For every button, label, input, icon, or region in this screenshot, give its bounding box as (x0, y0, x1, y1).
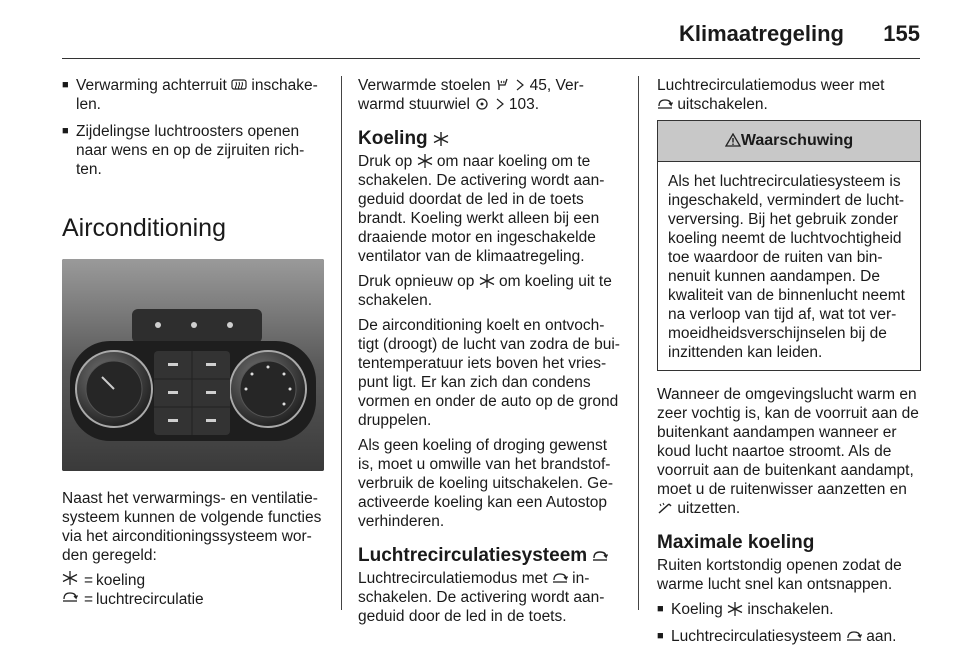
column-1 (62, 76, 324, 609)
function-legend: = koeling = luchtrecirculatie (62, 571, 324, 609)
paragraph: Ruiten kortstondig openen zodat de warme lucht snel kan ontsnappen. (657, 557, 902, 593)
subsection-heading: Maximale koeling (657, 532, 815, 553)
warning-text: Als het luchtrecirculatiesysteem is ingeschakeld, vermindert de lucht-verversing. Bij het gebruik zonder koeling neemt de luchtvochtigheid toe waardoor de ruiten van bin-nenuit kunnen aandampen. De kwaliteit van de binnenlucht neemt na verloop van tijd af, wat tot ver-moeidheidsverschijnselen bij de inzittenden kan leiden. (668, 173, 905, 361)
page-number: 155 (883, 21, 920, 46)
recirculation-icon (552, 571, 568, 585)
windscreen-wiper-icon (657, 501, 673, 515)
legend-label: luchtrecirculatie (96, 591, 204, 608)
page-title: Klimaatregeling (678, 21, 844, 46)
snowflake-icon (62, 571, 78, 585)
intro-paragraph: Naast het verwarmings- en ventilatie-systeem kunnen de volgende functies via het airconditioningssysteem wor-den geregeld: (62, 490, 322, 564)
header-divider (62, 58, 920, 59)
rear-window-heating-icon (231, 78, 247, 92)
column-divider (341, 76, 342, 610)
snowflake-icon (479, 274, 495, 288)
recirculation-icon (657, 97, 673, 111)
snowflake-icon (417, 154, 433, 168)
warning-triangle-icon (725, 133, 741, 147)
recirculation-icon (846, 629, 862, 643)
snowflake-icon (727, 602, 743, 616)
warning-title: Waarschuwing (658, 121, 920, 162)
recirculation-icon (592, 549, 608, 563)
warning-box (657, 120, 921, 371)
heated-steering-wheel-icon (474, 97, 490, 111)
column-2 (358, 76, 622, 632)
paragraph: Luchtrecirculatiemodus met in-schakelen. De activering wordt aan-geduid door de led in de toets. (358, 570, 605, 625)
page-reference-icon (515, 79, 525, 91)
page-reference-icon (495, 98, 505, 110)
paragraph: Luchtrecirculatiemodus weer met uitschakelen. (657, 77, 885, 113)
control-panel-photo (62, 259, 324, 471)
column-3 (657, 76, 921, 654)
legend-label: koeling (96, 572, 146, 589)
bullet-item: ■ Verwarming achterruit inschake-len. (62, 76, 324, 114)
snowflake-icon (433, 132, 449, 146)
paragraph: Druk opnieuw op om koeling uit te schakelen. (358, 273, 612, 309)
paragraph: Wanneer de omgevingslucht warm en zeer vochtig is, kan de voorruit aan de buitenkant aandampen wanneer er koud lucht naartoe stroomt. Als de voorruit aan de buitenkant aandampt, moet u de ruitenwisser aanzetten en uitzetten. (657, 386, 919, 517)
subsection-heading: Luchtrecirculatiesysteem (358, 545, 622, 567)
recirculation-icon (62, 590, 78, 604)
paragraph: De airconditioning koelt en ontvoch-tigt (droogt) de lucht van zodra de bui-tentemperatuur iets boven het vries-punt ligt. Er kan zich dan condens vormen en onder de auto op de grond druppelen. (358, 317, 620, 429)
cross-reference: Verwarmde stoelen 45, Ver- warmd stuurwiel 103. (358, 77, 584, 113)
column-divider (638, 76, 639, 610)
bullet-item: ■ Zijdelingse luchtroosters openen naar wens en op de zijruiten rich-ten. (62, 122, 324, 179)
bullet-item: ■ Luchtrecirculatiesysteem aan. (657, 627, 921, 646)
section-heading: Airconditioning (62, 214, 226, 242)
page-header (62, 20, 920, 58)
paragraph: Druk op om naar koeling om te schakelen. De activering wordt aan-geduid doordat de led in de toets brandt. Koeling werkt alleen bij een draaiende motor en ingeschakelde ventilator van de klimaatregeling. (358, 153, 605, 265)
paragraph: Als geen koeling of droging gewenst is, moet u omwille van het brandstof-verbruik de koeling uitschakelen. Ge-activeerde koeling kan een Autostop verhinderen. (358, 437, 614, 530)
bullet-item: ■ Koeling inschakelen. (657, 600, 921, 619)
heated-seat-icon (495, 78, 511, 92)
subsection-heading: Koeling (358, 128, 622, 150)
